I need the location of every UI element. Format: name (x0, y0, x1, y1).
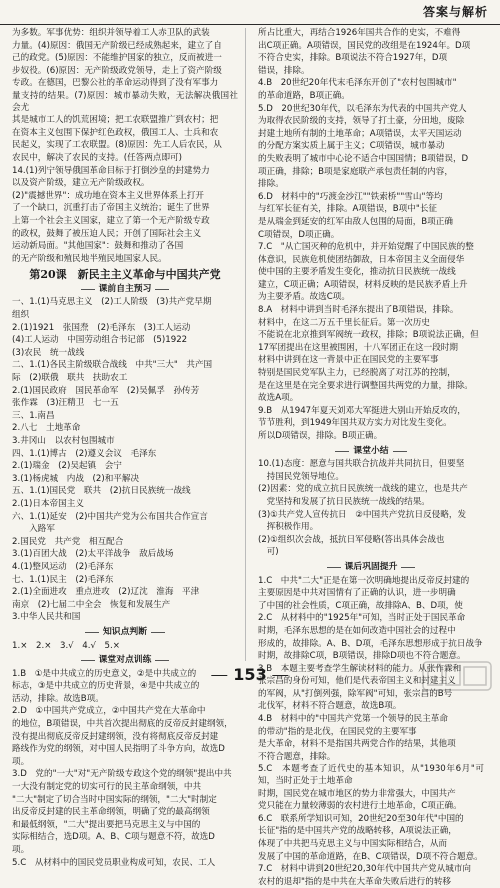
text-line: 其是城市工人的饥荒困境；把工农联盟推广到农村；把 (12, 115, 219, 126)
text-line: "二大"制定了切合当时中国实际的纲领，"二大"时制定 (12, 794, 217, 805)
text-line: 在资本主义包围下保护红色政权，俄国工人、士兵和农 (12, 127, 219, 138)
lesson-title: 第20课 新民主主义革命与中国共产党 (29, 268, 221, 282)
text-line: 2.八七 土地革命 (12, 423, 81, 434)
text-line: 10.(1)态度：愿意与国共联合抗战并共同抗日，但要坚 (258, 459, 465, 470)
question-5-block (12, 858, 238, 870)
section-heading-drill: 课堂对点训练 (12, 655, 238, 667)
text-line: 步奴役。(6)原因：无产阶级政党领导，走上了资产阶级 (12, 65, 222, 76)
text-line: 可) (258, 547, 279, 558)
text-line: C项错误，D项正确。 (258, 229, 340, 240)
text-line: 组织 (12, 310, 30, 321)
text-line: 9.B 从1947年夏天刘邓大军挺进大别山开始反攻的， (258, 405, 466, 416)
text-line: (2)因素：党的成立抗日民族统一战线的建立，也是共产 (258, 484, 468, 495)
text-line: 6.C 联系所学知识可知，20世纪20至30年代"中国的 (258, 813, 464, 824)
text-line: 张作霖 (3)汪精卫 七一五 (12, 398, 119, 409)
text-line: 时期，毛泽东思想的是在如何改造中国社会的过程中 (258, 625, 456, 636)
text-line: 为主要矛盾。故选C项。 (258, 292, 350, 303)
text-line: (3)农民 统一战线 (12, 347, 85, 358)
text-line: 项。 (12, 756, 30, 767)
text-line: 4.B 20世纪20年代末毛泽东开创了"农村包围城市" (258, 78, 457, 89)
text-line: 力量。(4)原因：俄国无产阶级已经成熟起来，建立了自 (12, 40, 222, 51)
text-line: 建立，C项正确；A项错误，材料反映的是民族矛盾上升 (258, 279, 468, 290)
header-tag: 答案与解析 (422, 5, 488, 19)
text-line: 3.B 本题主要考查学生解读材料的能力。从张作霖和 (258, 663, 462, 674)
text-line: 所占比重大，再结合1926年国共合作的史实，不难得 (258, 28, 461, 38)
column-divider (245, 28, 246, 661)
text-line: (3)①共产党人宣传抗日 ②中国共产党抗日反侵略，发 (258, 509, 467, 520)
right-top-block (258, 28, 484, 443)
text-line: 三、1.南昌 (12, 410, 55, 421)
text-line: 上第一个社会主义国家，建立了第一个无产阶级专政 (12, 215, 210, 226)
text-line: 是从瑞金到延安的红军由敌人包围的局面，B项正确 (258, 216, 453, 227)
text-line: 的带动"指的是北伐，在国民党的主要军事 (258, 726, 417, 737)
text-line: 一、1.(1)马克思主义 (2)工人阶级 (3)共产党早期 (12, 297, 212, 308)
right-column (258, 28, 484, 887)
text-line: 张宗昌的身份可知，他们是代表帝国主义和封建主义 (258, 676, 456, 687)
question-14-block (12, 166, 238, 266)
text-line: 没有提出彻底反帝反封建纲领，没有将彻底反帝反封建 (12, 731, 219, 742)
text-line: 3.D 党的"一大"对"无产阶级专政这个党的纲领"提出中共 (12, 769, 232, 780)
text-line: 体现了中共把马克思主义与中国实际相结合，从而 (258, 839, 448, 849)
text-line: 1.C 中共"二大"正是在第一次明确地提出反帝反封建的 (258, 575, 470, 586)
text-line: 持国民党领导地位。 (258, 471, 344, 482)
page-number: 153 (233, 665, 267, 684)
text-line: 的无产阶级和殖民地半殖民地国家人民。 (12, 253, 167, 264)
text-line: 封建土地所有制的土地革命；A项错误，太平天国运动 (258, 128, 462, 139)
text-line: 与红军长征有关，排除。A项错误，B项中"长征 (258, 204, 438, 215)
text-line: 错误，排除。 (258, 65, 310, 76)
text-line: 己的政党。(5)原因：不能维护国家的独立，反而被进一 (12, 53, 222, 64)
text-line: (2)①组织次会战，抵抗日军侵略(答出具体会战也 (258, 534, 445, 545)
text-line: 发展了中国的革命道路，在B、C项错误，D项不符合题意。 (258, 851, 483, 862)
text-line: 3.(1)百团大战 (2)太平洋战争 敌后战场 (12, 549, 174, 560)
text-line: 以及资产阶级，建立无产阶级政权。 (12, 178, 150, 189)
text-line: 材料中，在这二万五千里长征后。第一次历史 (258, 317, 430, 328)
text-line: 8.A 材料中讲到当时毛泽东提出了B项错误，排除。 (258, 305, 459, 316)
text-line: 5.C 本题考查了近代史的基本知识，从"1930年6月"可知，当时正处于土地革命 (258, 764, 484, 787)
text-line: 党坚持和发展了抗日民族统一战线的结果。 (258, 496, 430, 507)
text-line: 17军团提出在这里被围困，十八军团正在这一段时期 (258, 342, 458, 353)
text-line: 六、1.(1)延安 (2)中国共产党为公布国共合作宣言 (12, 511, 208, 522)
after-class-answers (258, 576, 484, 888)
text-line: 7.C "从亡国灭种的危机中，并开始觉醒了中国民族的整 (258, 242, 474, 253)
text-line: 2.D ①中国共产党成立，②中国共产党在大革命中 (12, 706, 206, 717)
text-line: 5.D 20世纪30年代，以毛泽东为代表的中国共产党人 (258, 103, 467, 114)
text-line: 农村的退却"指的是中共在大革命失败后进行的转移 (258, 876, 452, 887)
page-header (0, 0, 500, 25)
text-line: 实际相结合，选D项。A、B、C项与题意不符，故选D (12, 832, 215, 843)
section-heading-preview: 课前自主预习 (12, 284, 238, 296)
text-line: 排除。 (258, 179, 284, 190)
text-line: 七、1.(1)民主 (2)毛泽东 (12, 574, 114, 585)
text-line: 是大革命，材料不是指国共两党合作的结果，其他项 (258, 739, 456, 750)
text-line: 2.C 从材料中的"1925年"可知，当时正处于国民革命 (258, 613, 466, 624)
text-line: 14.(1)列宁领导俄国革命目标于打倒沙皇的封建势力 (12, 165, 210, 176)
text-line: 主要原因是中共对国情有了正确的认识，进一步明确 (258, 588, 456, 599)
text-line: 特别是国民党军队主力，已经脱离了对江苏的控制， (258, 368, 456, 379)
text-line: 4.B 材料中的"中国共产党第一个领导的民主革命 (258, 714, 448, 725)
text-line: 出反帝反封建的民主革命纲领，明确了党的最高纲领 (12, 807, 210, 818)
text-line: 4.(1)整风运动 (2)毛泽东 (12, 561, 114, 572)
text-line: 2.国民党 共产党 相互配合 (12, 536, 124, 547)
text-line: 5.C 从材料中的国民党员职业构成可知，农民、工人 (12, 857, 216, 868)
text-line: 使中国的主要矛盾发生变化，推动抗日民族统一战线 (258, 267, 456, 278)
text-line: 挥积极作用。 (258, 522, 319, 533)
section-heading-after: 课后巩固提升 (258, 562, 484, 574)
text-line: 际 (2)联俄 联共 扶助农工 (12, 373, 128, 384)
text-line: 标志，③是中共成立的历史背景，④是中共成立的 (12, 681, 200, 692)
text-line: 节节胜利，到1949年国共双方实力对比发生变化。 (258, 418, 452, 429)
text-line: 五、1.(1)国民党 联共 (2)抗日民族统一战线 (12, 486, 191, 497)
text-line: 的军阀，从"打倒列强，除军阀"可知，张宗昌的B号 (258, 688, 453, 699)
summary-answers (258, 459, 484, 559)
text-line: 为取得农民阶级的支持，领导了打土豪，分田地，废除 (258, 116, 465, 127)
text-line: 是在这里是在完全要求进行调整国共两党的力量，排除。 (258, 380, 473, 391)
text-line: 体意识，民族危机使团结御敌，日本帝国主义全面侵华 (258, 254, 465, 265)
section-heading-summary: 课堂小结 (258, 446, 484, 458)
text-line: 民起义，实现了工农联盟。(8)原因：先工人后农民，从 (12, 140, 222, 151)
text-line: 所以D项错误，排除。B项正确。 (258, 431, 383, 441)
section-heading-judge: 知识点判断 (12, 627, 238, 639)
text-line: 了一个缺口，沉重打击了帝国主义统治；诞生了世界 (12, 203, 210, 214)
text-line: 6.D 材料中的"巧渡金沙江""铁索桥""雪山"等均 (258, 191, 443, 202)
text-line: 2.(1)瑞金 (2)吴起镇 会宁 (12, 461, 122, 472)
text-line: 时期，故排除C项，B项错误，排除D项也不符合题意。 (258, 651, 466, 662)
text-line: 的失败表明了城市中心论不适合中国国情；B项错误，D (258, 153, 469, 164)
judge-answers: 1.× 2.× 3.√ 4.√ 5.× (12, 640, 120, 651)
left-column (12, 28, 238, 868)
text-line: 7.C 材料中讲到20世纪20,30年代中国共产党从城市向 (258, 864, 472, 875)
text-line: 了中国的社会性质，C项正确，故排除A、B、D项，使 (258, 600, 463, 611)
text-line: 为多数。军事优势：组织并领导着工人赤卫队的武装 (12, 28, 210, 38)
text-line: 四、1.(1)博古 (2)遵义会议 毛泽东 (12, 448, 157, 459)
text-line: 时期，国民党在城市地区的势力非常强大，中国共产 (258, 788, 456, 799)
text-line: 活动，排除。故选B项。 (12, 693, 104, 704)
text-line: 2.(1)全面进攻 重点进攻 (2)辽沈 淮海 平津 (12, 587, 200, 598)
text-line: 和最低纲领，"二大"提出要把马克思主义与中国的 (12, 819, 201, 830)
text-line: 1.B ①是中共成立的历史意义，②是中共成立的 (12, 668, 197, 679)
text-line: 长征"指的是中国共产党的战略转移，A项说法正确， (258, 826, 457, 837)
text-line: 的分配方案实质上属于主义；C项错误，城市暴动 (258, 141, 445, 152)
text-line: 不符合史实，排除。B项说法不符合1927年，D项 (258, 53, 448, 64)
text-line: 党只能在力量较薄弱的农村进行土地革命，C项正确。 (258, 801, 462, 812)
text-line: 项正确，排除；B项是家庭联产承包责任制的内容， (258, 166, 453, 177)
text-line: 3.中华人民共和国 (12, 612, 81, 623)
text-line: 故选A项。 (258, 393, 299, 404)
text-line: 入路军 (12, 524, 55, 535)
text-line: 专政。在德国，巴黎公社的革命运动得到了没有军事力 (12, 78, 219, 89)
text-line: 形成的，故排除。A、B、D项，毛泽东思想形成于抗日战争 (258, 638, 483, 649)
watermark-logo-icon (422, 661, 492, 691)
drill-answers (12, 669, 238, 857)
left-top-block (12, 28, 238, 165)
text-line: 3.(1)杨虎城 内战 (2)和平解决 (12, 473, 140, 484)
text-line: 二、1.(1)各民主阶级联合战线 中共"三大" 共产国 (12, 360, 213, 371)
text-line: 2.(1)日本帝国主义 (12, 498, 84, 509)
text-line: 农民中，解决了农民的支持。(任答两点即可) (12, 152, 182, 163)
text-line: (2)"震撼世界"：成功地在资本主义世界体系上打开 (12, 190, 204, 201)
text-line: 北伐军，材料不符合题意，故选B项。 (258, 701, 402, 712)
text-line: 的政权，鼓舞了被压迫人民；开创了国际社会主义 (12, 228, 202, 239)
text-line: (4)工人运动 中国劳动组合书记部 (5)1922 (12, 335, 188, 346)
text-line: 不能说在北京推到军阀统一政权，排除；B项说法正确，但 (258, 330, 479, 341)
text-line: 不符合题意，排除。 (258, 751, 336, 762)
text-line: 量支持的结果。(7)原因：城市暴动失败，无法解决俄国社会尤 (12, 90, 238, 113)
text-line: 3.井冈山 以农村包围城市 (12, 436, 115, 446)
text-line: 出C项正确。A项错误，国民党的改组是在1924年。D项 (258, 40, 471, 51)
text-line: 南京 (2)七届二中全会 恢复和发展生产 (12, 599, 171, 610)
text-line: 的地位，B项错误，中共首次提出彻底的反帝反封建纲领， (12, 719, 233, 730)
preview-answers (12, 297, 238, 623)
text-line: 运动新局面。"其他国家"：鼓舞和推动了各国 (12, 241, 184, 252)
text-line: 材料中讲到在这一背景中正在国民党的主要军事 (258, 355, 439, 366)
text-line: 一大没有制定党的切实可行的民主革命纲领，中共 (12, 782, 202, 793)
text-line: 项。 (12, 845, 30, 855)
text-line: 路线作为党的纲领，对中国人民指明了斗争方向，故选D (12, 744, 225, 755)
text-line: 2.(1)1921 张国焘 (2)毛泽东 (3)工人运动 (12, 322, 191, 333)
text-line: 的革命道路，B项正确。 (258, 90, 350, 101)
text-line: 2.(1)国民政府 国民革命军 (2)吴佩孚 孙传芳 (12, 385, 200, 396)
